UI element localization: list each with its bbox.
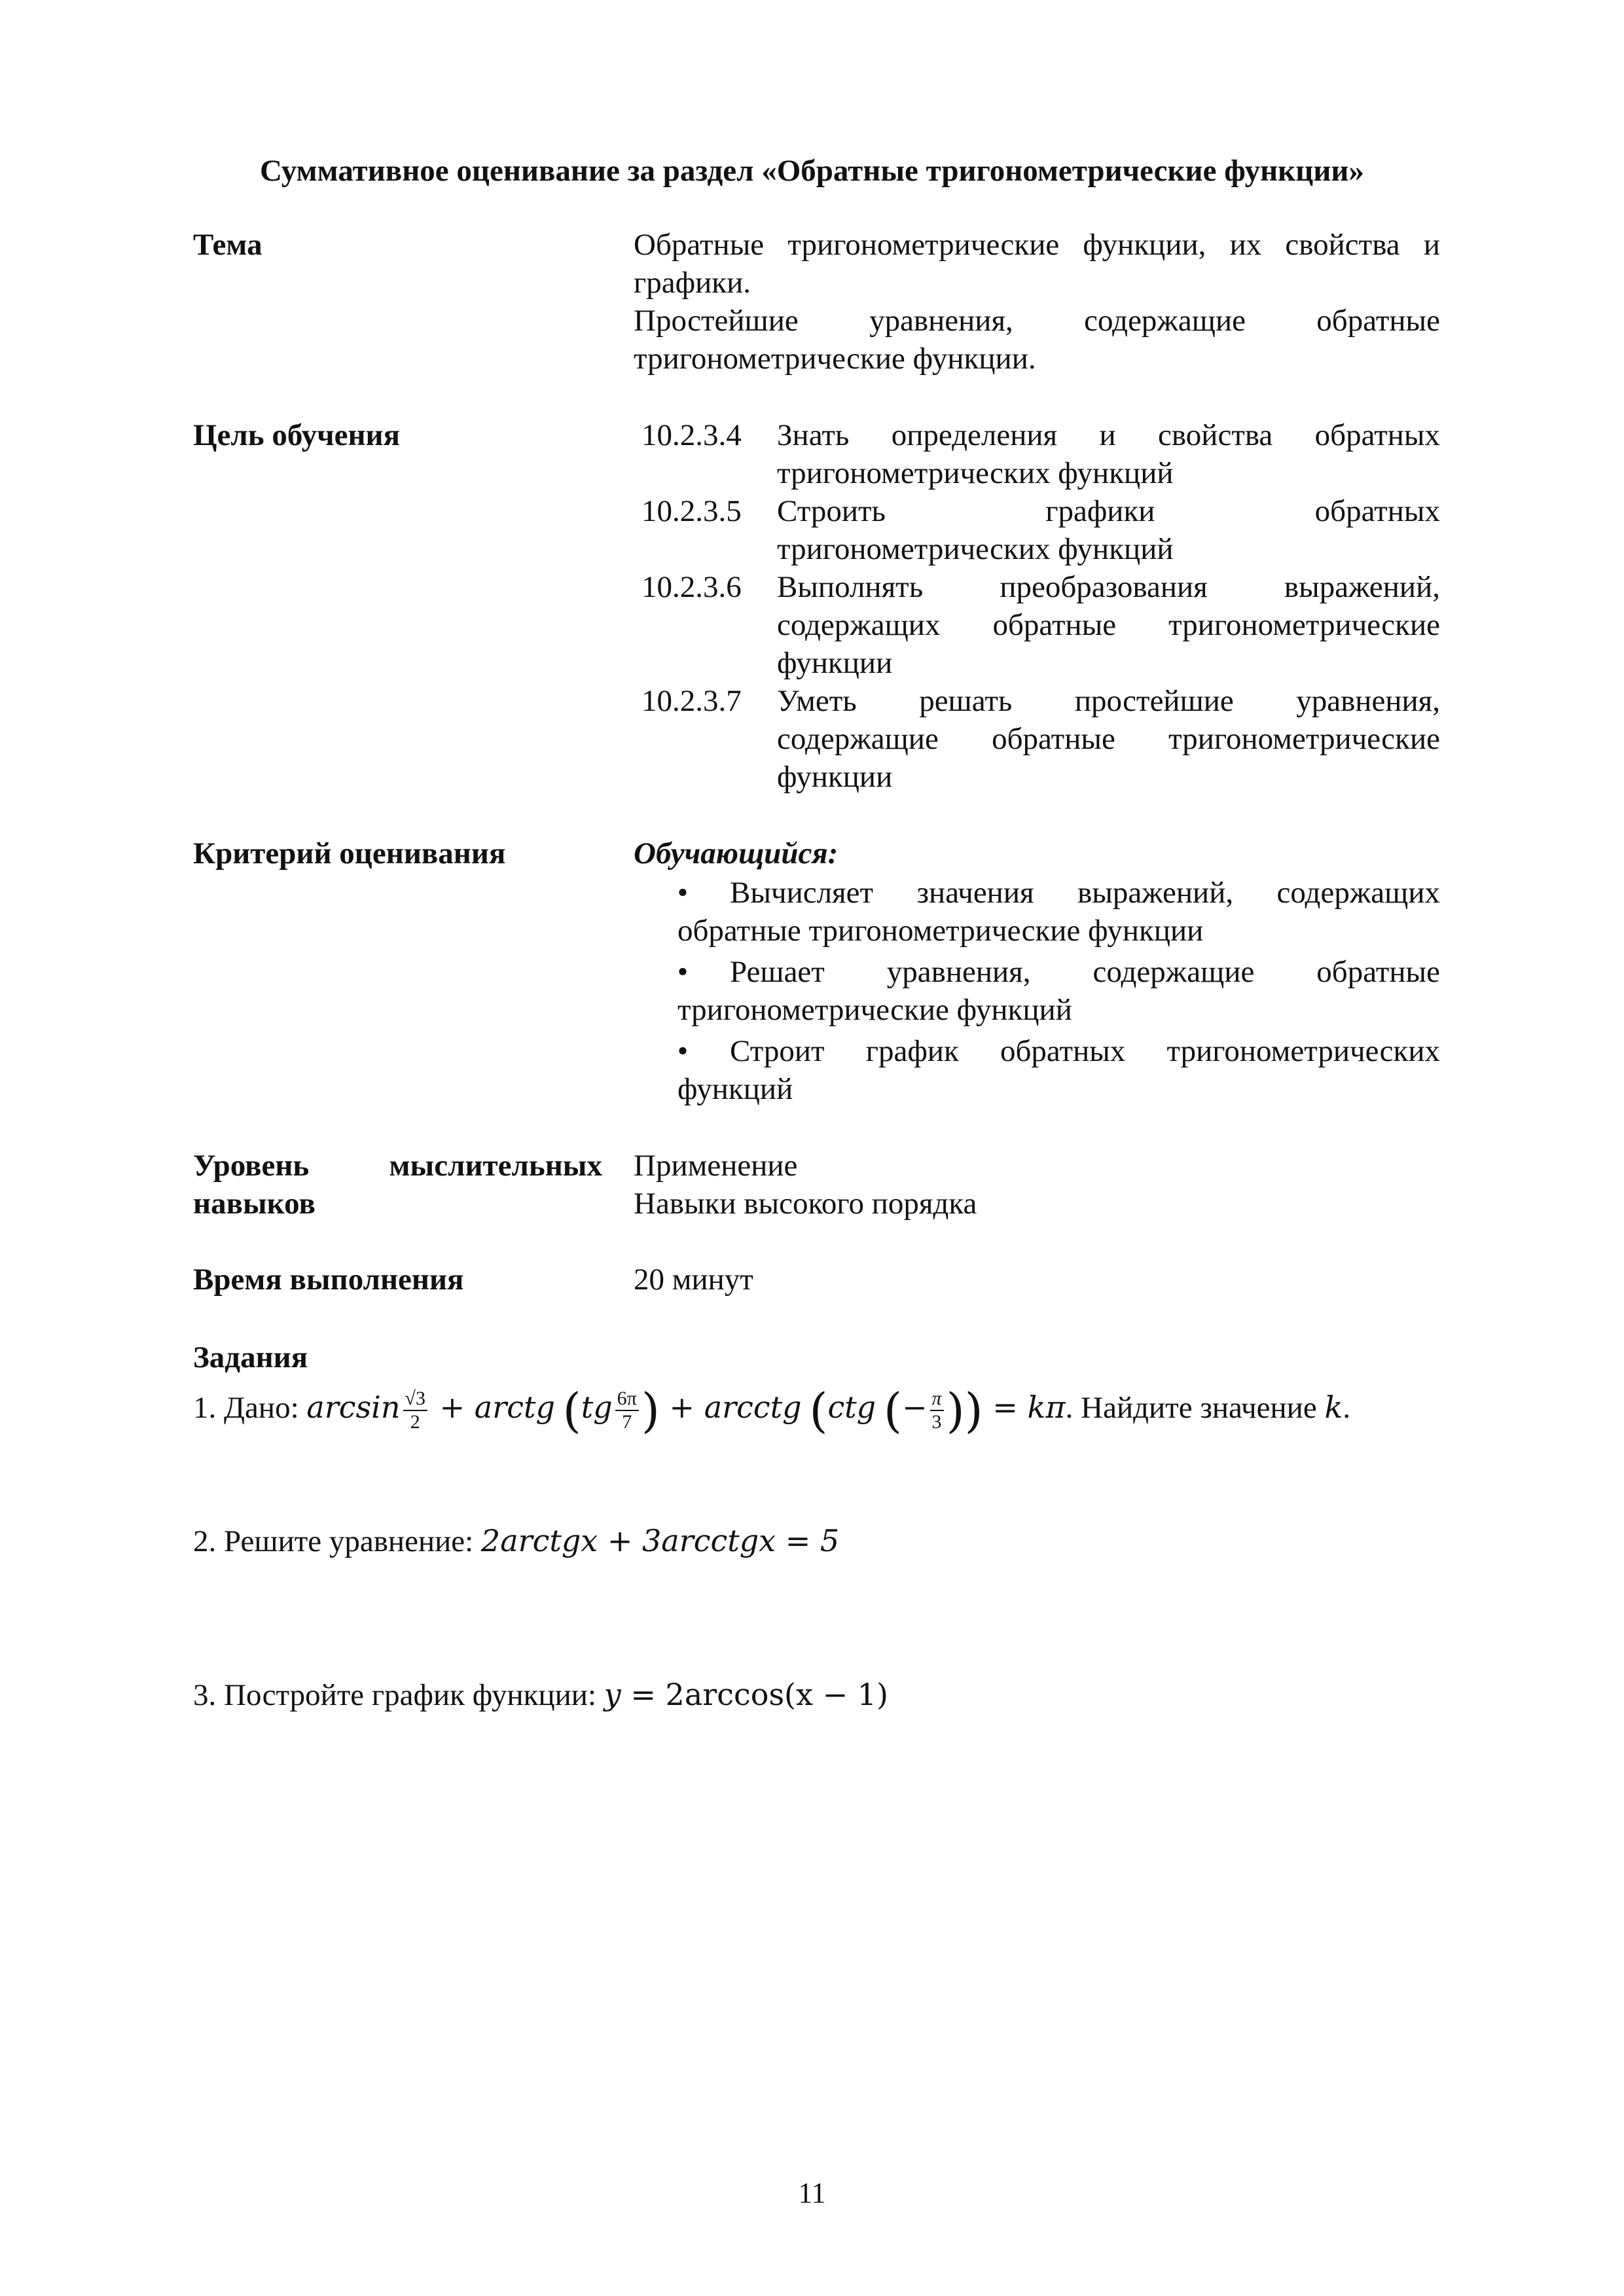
criteria-text-2a: Решает уравнения, содержащие обратные — [730, 955, 1440, 989]
task-1-paren-close-2: ) — [964, 1383, 983, 1439]
task-1-paren-open-3: ( — [883, 1383, 902, 1439]
task-3-prefix: 3. Постройте график функции: — [193, 1678, 604, 1712]
task-1-k: k — [1324, 1390, 1343, 1425]
time-label: Время выполнения — [193, 1263, 464, 1297]
skills-value-1: Применение — [634, 1149, 798, 1183]
goal-text-1a: Знать определения и свойства обратных — [777, 418, 1440, 452]
topic-line-1b: графики. — [634, 266, 751, 300]
task-1-paren-close-3: ) — [946, 1383, 965, 1439]
goal-code-1: 10.2.3.4 — [641, 418, 742, 452]
task-3 — [193, 1676, 888, 1714]
goal-text-3a: Выполнять преобразования выражений, — [777, 570, 1440, 604]
criteria-text-2b: тригонометрические функций — [677, 993, 1072, 1027]
goal-label: Цель обучения — [193, 418, 401, 452]
task-1-frac-6pi-7 — [615, 1388, 639, 1433]
task-1-frac-num: √3 — [403, 1388, 427, 1411]
task-1-frac2-den: 7 — [622, 1411, 632, 1433]
task-2-prefix: 2. Решите уравнение: — [193, 1524, 481, 1558]
criteria-text-1a: Вычисляет значения выражений, содержащих — [730, 876, 1440, 910]
task-1-paren-close-1: ) — [641, 1383, 660, 1439]
skills-label-b: мыслительных — [389, 1149, 602, 1183]
task-1-arcsin: arcsin — [306, 1390, 401, 1425]
task-1-equals: = — [983, 1390, 1028, 1425]
task-1-frac-den: 2 — [410, 1411, 420, 1433]
tasks-label: Задания — [193, 1340, 308, 1374]
task-1-dot: . — [1343, 1391, 1351, 1425]
task-1-paren-open-1: ( — [562, 1383, 581, 1439]
task-1-frac-sqrt3-2 — [403, 1388, 427, 1433]
topic-line-2a: Простейшие уравнения, содержащие обратные — [634, 304, 1440, 338]
task-1-paren-open-2: ( — [809, 1383, 828, 1439]
criteria-bullet-1: • — [677, 876, 689, 910]
task-1-arcctg: arcctg — [704, 1390, 802, 1425]
time-value: 20 минут — [634, 1263, 753, 1297]
criteria-label: Критерий оценивания — [193, 836, 506, 870]
task-2 — [193, 1522, 839, 1560]
task-1-frac-pi-3 — [930, 1388, 944, 1433]
goal-code-2: 10.2.3.5 — [641, 494, 742, 528]
goal-text-4b: содержащие обратные тригонометрические — [777, 722, 1440, 756]
goal-code-3: 10.2.3.6 — [641, 570, 742, 604]
task-1-frac2-num: 6π — [615, 1388, 639, 1411]
task-1-kpi: kπ — [1027, 1390, 1066, 1425]
task-1-frac3-den: 3 — [931, 1411, 942, 1433]
goal-text-4a: Уметь решать простейшие уравнения, — [777, 684, 1440, 718]
topic-line-2b: тригонометрические функции. — [634, 342, 1036, 376]
page-number: 11 — [798, 2177, 826, 2209]
goal-code-4: 10.2.3.7 — [641, 684, 742, 718]
criteria-text-3a: Строит график обратных тригонометрических — [730, 1034, 1440, 1068]
task-1 — [193, 1381, 1437, 1439]
skills-label-a: Уровень — [193, 1149, 310, 1183]
task-1-frac3-num: π — [930, 1388, 944, 1411]
goal-text-2a: Строить графики обратных — [777, 494, 1440, 528]
goal-text-3b: содержащих обратные тригонометрические — [777, 608, 1440, 642]
topic-label: Тема — [193, 228, 262, 262]
goal-text-3c: функции — [777, 646, 893, 680]
task-1-plus-1: + — [429, 1390, 475, 1425]
criteria-text-1b: обратные тригонометрические функции — [677, 914, 1204, 948]
criteria-student: Обучающийся: — [634, 836, 839, 870]
task-1-plus-2: + — [659, 1390, 704, 1425]
task-1-arctg: arctg — [474, 1390, 555, 1425]
skills-label-c: навыков — [193, 1187, 316, 1221]
criteria-text-3b: функций — [677, 1072, 793, 1106]
criteria-bullet-3: • — [677, 1034, 689, 1068]
skills-value-2: Навыки высокого порядка — [634, 1187, 977, 1221]
criteria-bullet-2: • — [677, 955, 689, 989]
goal-text-4c: функции — [777, 760, 893, 794]
task-1-ctg: ctg — [827, 1390, 876, 1425]
topic-line-1a: Обратные тригонометрические функции, их свойства и — [634, 228, 1440, 262]
goal-text-2b: тригонометрических функций — [777, 532, 1174, 566]
task-3-rest: = 2arccos(x − 1) — [621, 1677, 888, 1712]
task-1-prefix: 1. Дано: — [193, 1391, 307, 1425]
task-1-minus: − — [901, 1390, 928, 1425]
task-1-tg: tg — [581, 1390, 613, 1425]
task-3-y: y — [604, 1677, 621, 1712]
goal-text-1b: тригонометрических функций — [777, 456, 1174, 490]
page-title: Суммативное оценивание за раздел «Обратные тригонометрические функции» — [260, 154, 1364, 188]
task-2-equation: 2arctgx + 3arcctgx = 5 — [480, 1523, 840, 1558]
task-1-suffix: . Найдите значение — [1065, 1391, 1325, 1425]
